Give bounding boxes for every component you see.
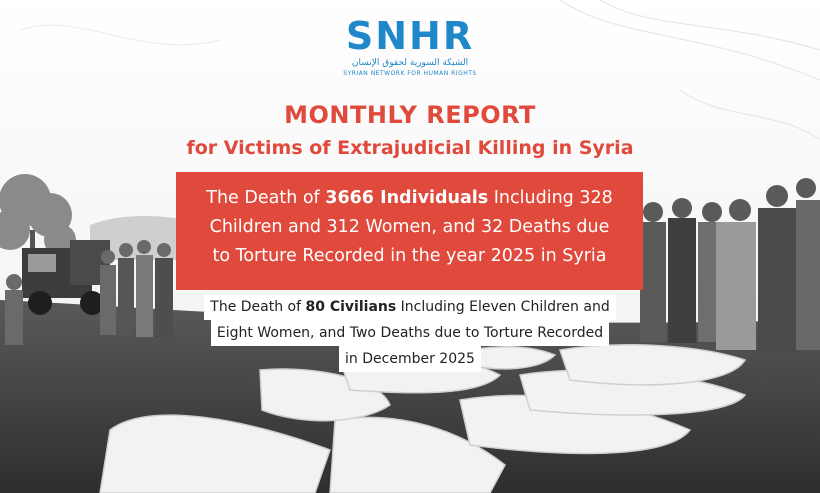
- logo-mark: SNHR: [345, 14, 475, 58]
- logo-english-name: SYRIAN NETWORK FOR HUMAN RIGHTS: [343, 70, 477, 77]
- monthly-summary-line-3: in December 2025: [339, 346, 481, 372]
- annual-summary-line-1: The Death of 3666 Individuals Including 328: [206, 188, 613, 208]
- monthly-highlight: 80 Civilians: [305, 299, 397, 315]
- annual-highlight: 3666 Individuals: [325, 188, 489, 208]
- logo-arabic-name: الشبكة السورية لحقوق الإنسان: [351, 58, 469, 68]
- annual-summary-box: [176, 172, 643, 290]
- snhr-logo: [330, 14, 490, 84]
- annual-summary-line-3: to Torture Recorded in the year 2025 in Syria: [212, 246, 607, 266]
- report-title: MONTHLY REPORT: [284, 101, 536, 129]
- monthly-summary-line-1: The Death of 80 Civilians Including Eleven Children and: [204, 294, 615, 320]
- monthly-summary-line-2: Eight Women, and Two Deaths due to Torture Recorded: [211, 320, 609, 346]
- annual-summary-line-2: Children and 312 Women, and 32 Deaths due: [209, 217, 610, 237]
- report-subtitle: for Victims of Extrajudicial Killing in Syria: [186, 137, 634, 159]
- monthly-summary: [196, 294, 624, 372]
